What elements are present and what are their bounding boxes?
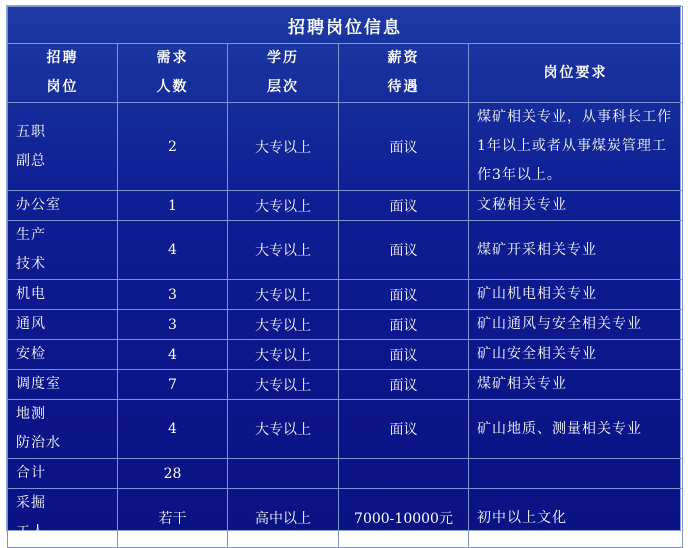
cell-requirement: 矿山机电相关专业 (469, 280, 683, 310)
cell-salary (339, 459, 469, 489)
header-requirement: 岗位要求 (469, 44, 683, 103)
cell-education: 大专以上 (228, 400, 339, 459)
cell-education: 大专以上 (228, 221, 339, 280)
cell-salary: 面议 (339, 191, 469, 221)
cell-salary: 7000-10000元 (339, 489, 469, 548)
header-position: 招聘 岗位 (8, 44, 118, 103)
table-title: 招聘岗位信息 (8, 7, 683, 44)
header-count: 需求 人数 (118, 44, 228, 103)
cell-position: 安检 (8, 340, 118, 370)
cell-requirement: 初中以上文化 (469, 489, 683, 548)
table-row (8, 221, 683, 280)
cell-education: 大专以上 (228, 191, 339, 221)
table-row (8, 310, 683, 340)
cell-requirement: 矿山地质、测量相关专业 (469, 400, 683, 459)
cell-count: 若干 (118, 489, 228, 548)
cell-position: 五职 副总 (8, 103, 118, 191)
table-row (8, 191, 683, 221)
cell-education: 高中以上 (228, 489, 339, 548)
cell-requirement: 煤矿相关专业，从事科长工作1年以上或者从事煤炭管理工作3年以上。 (469, 103, 683, 191)
cell-count: 28 (118, 459, 228, 489)
cell-position: 地测 防治水 (8, 400, 118, 459)
cell-salary: 面议 (339, 310, 469, 340)
table-row (8, 459, 683, 489)
table-row (8, 370, 683, 400)
cell-position: 采掘 工人 (8, 489, 118, 548)
cell-requirement: 煤矿开采相关专业 (469, 221, 683, 280)
recruitment-table (7, 6, 683, 548)
table-row (8, 400, 683, 459)
cell-count: 2 (118, 103, 228, 191)
table-row (8, 280, 683, 310)
cell-count: 3 (118, 280, 228, 310)
cell-salary: 面议 (339, 103, 469, 191)
cell-requirement: 煤矿相关专业 (469, 370, 683, 400)
cell-education: 大专以上 (228, 103, 339, 191)
cell-salary: 面议 (339, 370, 469, 400)
cell-education: 大专以上 (228, 310, 339, 340)
cell-salary: 面议 (339, 400, 469, 459)
cell-requirement: 文秘相关专业 (469, 191, 683, 221)
cell-position: 机电 (8, 280, 118, 310)
header-salary: 薪资 待遇 (339, 44, 469, 103)
recruitment-table-panel (6, 5, 681, 540)
cell-position: 生产 技术 (8, 221, 118, 280)
cell-position: 办公室 (8, 191, 118, 221)
cell-position: 合计 (8, 459, 118, 489)
cell-count: 7 (118, 370, 228, 400)
cell-education: 大专以上 (228, 280, 339, 310)
header-education: 学历 层次 (228, 44, 339, 103)
cell-requirement: 矿山安全相关专业 (469, 340, 683, 370)
cell-requirement (469, 459, 683, 489)
cell-count: 4 (118, 400, 228, 459)
cell-count: 4 (118, 340, 228, 370)
cell-education: 大专以上 (228, 340, 339, 370)
cell-position: 调度室 (8, 370, 118, 400)
cell-requirement: 矿山通风与安全相关专业 (469, 310, 683, 340)
cell-education (228, 459, 339, 489)
table-row (8, 489, 683, 548)
cell-count: 3 (118, 310, 228, 340)
table-row (8, 340, 683, 370)
cell-salary: 面议 (339, 221, 469, 280)
cell-education: 大专以上 (228, 370, 339, 400)
cell-salary: 面议 (339, 280, 469, 310)
cell-salary: 面议 (339, 340, 469, 370)
cell-count: 4 (118, 221, 228, 280)
cell-position: 通风 (8, 310, 118, 340)
table-row (8, 103, 683, 191)
cell-count: 1 (118, 191, 228, 221)
